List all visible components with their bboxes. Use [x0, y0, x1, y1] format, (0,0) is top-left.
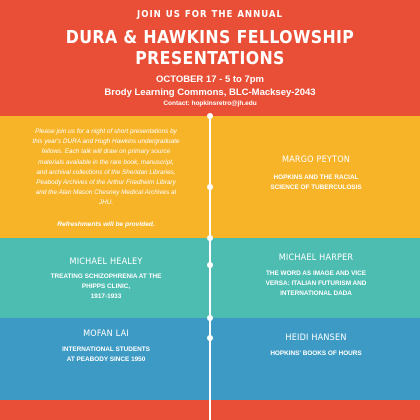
intro-line: this year's DURA and Hugh Hawkins undergraduate: [32, 138, 180, 146]
talk-line: VERSA: ITALIAN FUTURISM AND: [265, 280, 367, 287]
timeline-dot: [207, 113, 213, 119]
timeline-dot: [207, 184, 213, 190]
presentation-title: [222, 173, 410, 193]
contact-email: Contact: hopkinsretro@jh.edu: [163, 100, 257, 107]
intro-line: fellows. Each talk will draw on primary source: [41, 148, 171, 156]
page-title: [0, 28, 420, 70]
timeline-dot: [207, 235, 213, 241]
talk-line: HOPKINS AND THE RACIAL: [273, 174, 359, 181]
kicker-text: JOIN US FOR THE ANNUAL: [137, 9, 283, 20]
talk-line: INTERNATIONAL STUDENTS: [62, 346, 150, 353]
presentation-title: [12, 345, 200, 365]
intro-line: and archival collections of the Sheridan Libraries,: [36, 168, 176, 176]
presenter-name: MICHAEL HEALEY: [69, 257, 143, 267]
talk-line: 1917-1933: [90, 293, 122, 300]
presenter-name: MOFAN LAI: [83, 329, 129, 339]
talk-line: HOPKINS' BOOKS OF HOURS: [270, 350, 362, 357]
presenter-name: MICHAEL HARPER: [278, 253, 354, 263]
timeline-dot: [207, 315, 213, 321]
presenter-name: MARGO PEYTON: [281, 155, 351, 165]
talk-line: INTERNATIONAL DADA: [280, 290, 352, 297]
presentation-title: [222, 349, 410, 359]
talk-line: THE WORD AS IMAGE AND VICE: [265, 270, 366, 277]
title-line-2: PRESENTATIONS: [135, 49, 285, 69]
talk-line: AT PEABODY SINCE 1950: [66, 356, 146, 363]
talk-line: SCIENCE OF TUBERCULOSIS: [270, 184, 362, 191]
presenter-name: HEIDI HANSEN: [285, 333, 347, 343]
intro-line: Peabody Archives of the Arthur Friedheim Library: [36, 179, 176, 187]
event-location: Brody Learning Commons, BLC-Macksey-2043: [104, 87, 316, 98]
intro-line: and the Alan Mason Chesney Medical Archives at: [35, 189, 177, 197]
presentation-title: [12, 272, 200, 302]
intro-line: JHU.: [98, 199, 114, 207]
timeline-dot: [207, 335, 213, 341]
intro-line: materials available in the rare book, manuscript,: [38, 158, 174, 166]
intro-line: Please join us for a night of short presentations by: [35, 128, 177, 135]
title-line-1: DURA & HAWKINS FELLOWSHIP: [65, 28, 355, 48]
talk-line: TREATING SCHIZOPHRENIA AT THE: [50, 273, 162, 280]
intro-paragraph: [12, 127, 200, 209]
talk-line: PHIPPS CLINIC,: [81, 283, 131, 290]
presentation-title: [222, 269, 410, 299]
timeline-dot: [207, 262, 213, 268]
refreshments-note: Refreshments will be provided.: [57, 221, 155, 228]
event-date-time: OCTOBER 17 - 5 to 7pm: [155, 74, 265, 85]
